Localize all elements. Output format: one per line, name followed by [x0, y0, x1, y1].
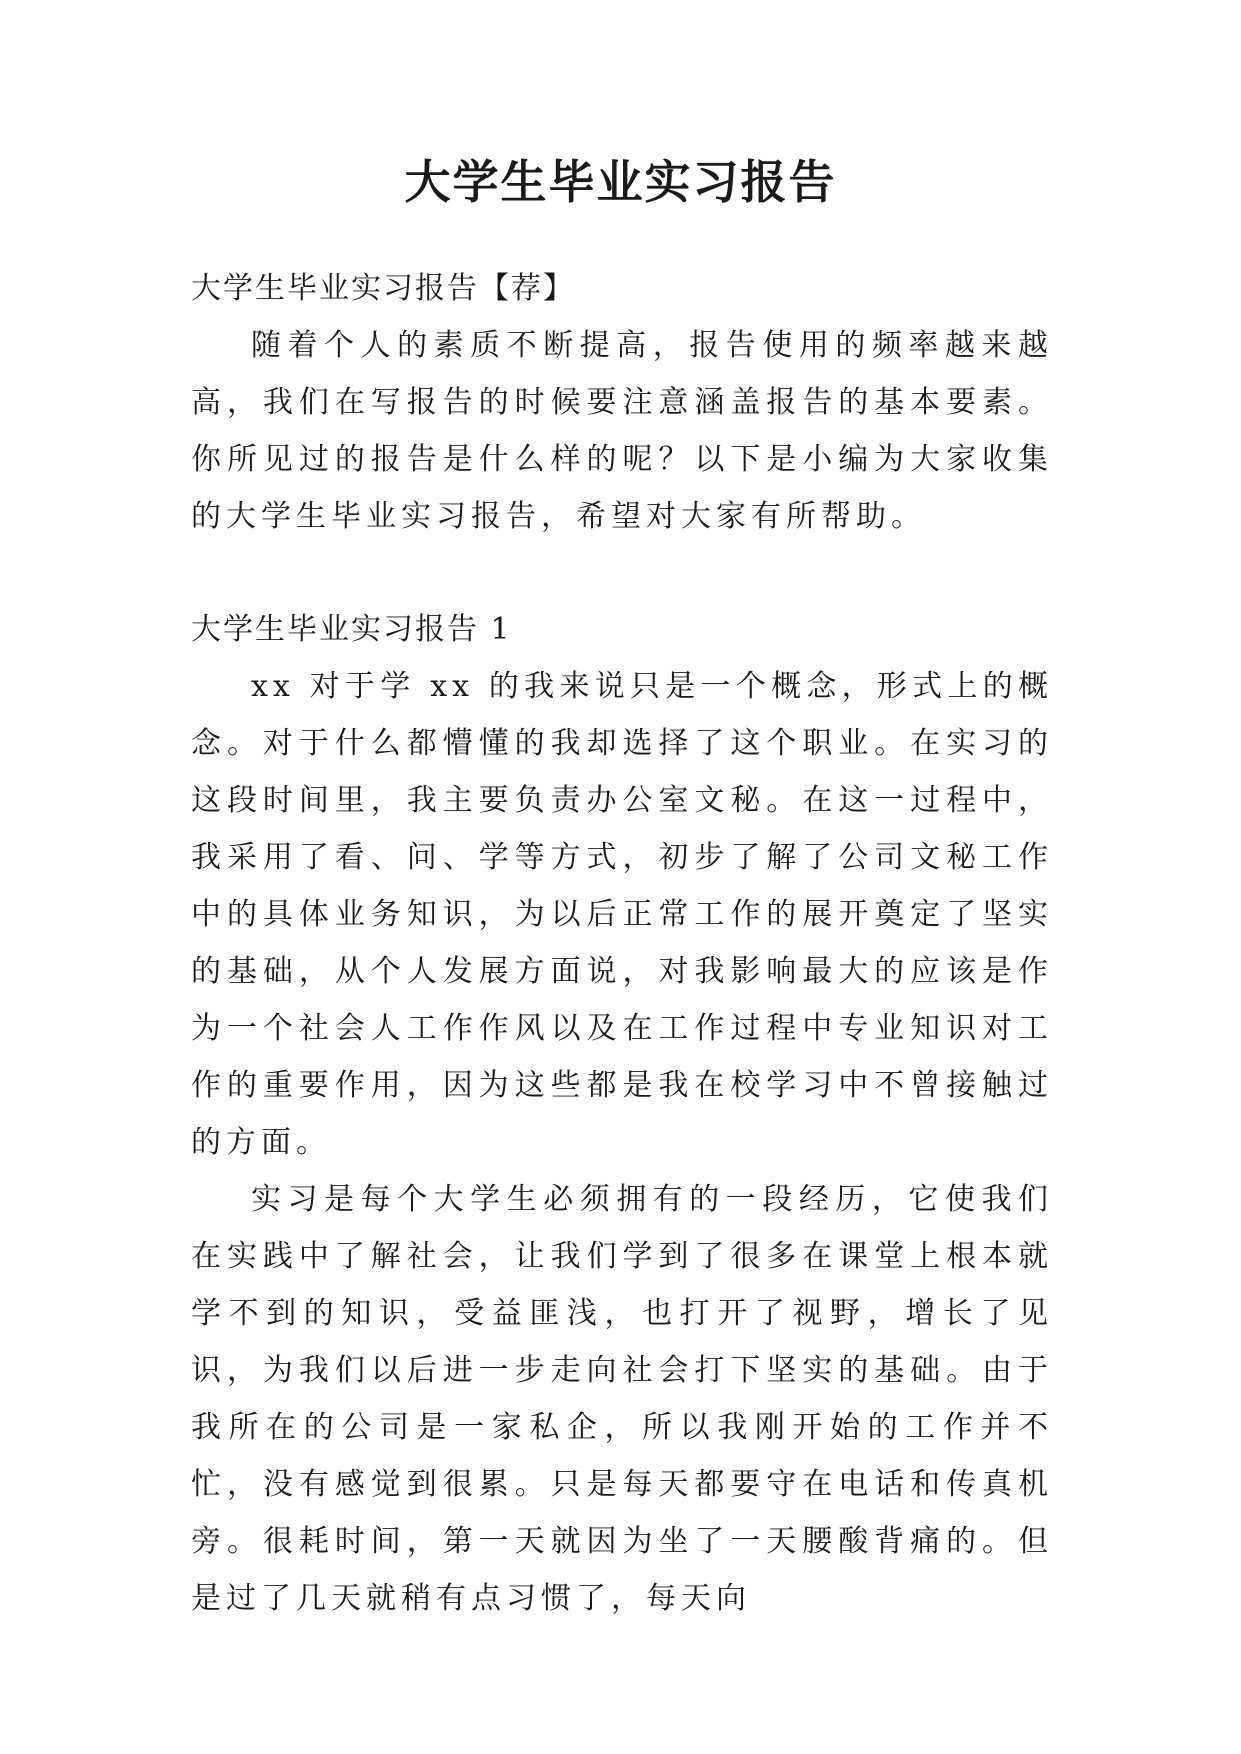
- page-title: 大学生毕业实习报告: [404, 155, 837, 209]
- intro-heading: 大学生毕业实习报告【荐】: [191, 271, 575, 306]
- section-1-paragraph-2: 实习是每个大学生必须拥有的一段经历，它使我们在实践中了解社会，让我们学到了很多在课堂上根本就学不到的知识，受益匪浅，也打开了视野，增长了见识，为我们以后进一步走向社会打下坚实的基础。由于我所在的公司是一家私企，所以我刚开始的工作并不忙，没有感觉到很累。只是每天都要守在电话和传真机旁。很耗时间，第一天就因为坐了一天腰酸背痛的。但是过了几天就稍有点习惯了，每天向: [191, 1182, 1053, 1616]
- document-body: [191, 260, 1053, 1627]
- section-1-heading: 大学生毕业实习报告 1: [191, 612, 512, 647]
- intro-paragraph: 随着个人的素质不断提高，报告使用的频率越来越高，我们在写报告的时候要注意涵盖报告的基本要素。你所见过的报告是什么样的呢？以下是小编为大家收集的大学生毕业实习报告，希望对大家有所帮助。: [191, 328, 1053, 534]
- section-spacer: [191, 545, 1053, 601]
- section-1-paragraph-1: xx 对于学 xx 的我来说只是一个概念，形式上的概念。对于什么都懵懂的我却选择了这个职业。在实习的这段时间里，我主要负责办公室文秘。在这一过程中，我采用了看、问、学等方式，初步了解了公司文秘工作中的具体业务知识，为以后正常工作的展开奠定了坚实的基础，从个人发展方面说，对我影响最大的应该是作为一个社会人工作作风以及在工作过程中专业知识对工作的重要作用，因为这些都是我在校学习中不曾接触过的方面。: [191, 669, 1053, 1160]
